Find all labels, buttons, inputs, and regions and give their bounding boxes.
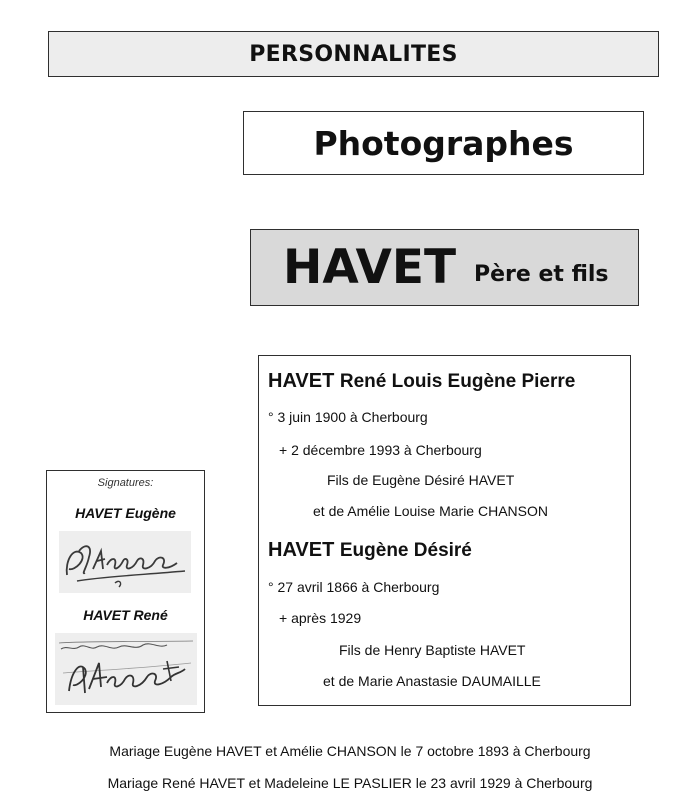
signatures-title: Signatures: [97,477,154,489]
family-suffix: Père et fils [474,262,609,287]
bio-surname: HAVET [268,539,335,561]
category-title-box [243,111,644,175]
signatures-box [46,470,205,713]
bio-father: Fils de Eugène Désiré HAVET [327,472,515,488]
signature-rene-image [55,633,197,705]
bio-birth: ° 27 avril 1866 à Cherbourg [268,579,440,595]
bio-surname: HAVET [268,370,335,392]
biography-box [258,355,631,706]
bio-mother: et de Marie Anastasie DAUMAILLE [323,673,541,689]
section-title-box [48,31,659,77]
bio-mother: et de Amélie Louise Marie CHANSON [313,503,548,519]
bio-given-names: René Louis Eugène Pierre [339,371,576,392]
marriage-line-2: Mariage René HAVET et Madeleine LE PASLIER le 23 avril 1929 à Cherbourg [107,775,593,791]
bio-name-rene [268,369,575,394]
bio-father: Fils de Henry Baptiste HAVET [339,642,526,658]
marriage-line-1: Mariage Eugène HAVET et Amélie CHANSON le 7 octobre 1893 à Cherbourg [109,743,591,759]
family-name: HAVET [283,240,457,295]
section-title: PERSONNALITES [249,41,458,67]
signature-eugene-image [59,531,191,593]
bio-death: + après 1929 [279,610,362,626]
bio-birth: ° 3 juin 1900 à Cherbourg [268,409,428,425]
bio-death: + 2 décembre 1993 à Cherbourg [279,442,482,458]
category-title: Photographes [313,123,574,163]
signature-label-rene: HAVET René [83,607,168,623]
bio-name-eugene [268,538,472,563]
family-header-box [250,229,639,306]
bio-given-names: Eugène Désiré [339,540,472,561]
signature-label-eugene: HAVET Eugène [75,505,176,521]
